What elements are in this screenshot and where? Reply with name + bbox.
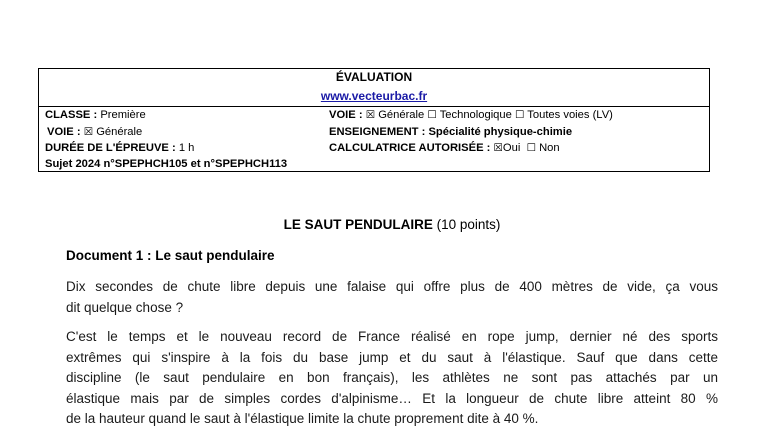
calc-yes: Oui [502,142,521,154]
duree-row [45,142,194,155]
header-divider [39,106,709,107]
paragraph-line: Dix secondes de chute libre depuis une falaise qui offre plus de 400 mètres de vide, ça vous [66,279,718,294]
paragraph-2 [66,327,718,430]
enseignement-label: ENSEIGNEMENT : [329,126,426,138]
classe-label: CLASSE : [45,109,98,121]
website-link[interactable]: www.vecteurbac.fr [320,89,428,103]
voie-option-toutes: Toutes voies (LV) [527,109,613,121]
voie-label: VOIE : [47,126,81,138]
voie-row-right [329,109,613,122]
paragraph-line: dit quelque chose ? [66,299,184,315]
unchecked-box-icon: ☐ [427,109,437,121]
voie-row-left [47,126,142,139]
voie-value: Générale [96,126,143,138]
checked-box-icon: ☒ [83,126,94,138]
enseignement-row [329,126,572,139]
voie-option-technologique: Technologique [439,109,512,121]
classe-row [45,109,146,122]
section-title [0,217,784,232]
classe-value: Première [100,109,146,121]
document-heading [66,248,275,263]
evaluation-title: ÉVALUATION [335,70,413,84]
paragraph-line: de la hauteur quand le saut à l'élastique limite la chute proprement dite à 40 %. [66,411,539,426]
paragraph-line: C'est le temps et le nouveau record de France réalisé en rope jump, dernier né des sports [66,329,718,344]
duree-label: DURÉE DE L'ÉPREUVE : [45,142,176,154]
voie-option-generale: Générale [378,109,425,121]
document-title: Le saut pendulaire [155,248,275,263]
document-label: Document 1 : [66,248,152,263]
duree-value: 1 h [178,142,195,154]
section-points: (10 points) [436,217,501,232]
paragraph-line: discipline (le saut pendulaire en bon français), les athlètes ne sont pas attachés par un [66,370,718,385]
section-title-text: LE SAUT PENDULAIRE [283,217,433,232]
exam-header-box [38,68,710,172]
unchecked-box-icon: ☐ [514,109,525,121]
calculatrice-label: CALCULATRICE AUTORISÉE : [329,142,491,154]
calculatrice-row [329,142,560,155]
voie-right-label: VOIE : [329,109,363,121]
calc-no: Non [539,142,560,154]
paragraph-line: extrêmes qui s'inspire à la fois du base jump et du saut à l'élastique. Sauf que dans cette [66,349,718,365]
unchecked-box-icon: ☐ [526,142,536,154]
checked-box-icon: ☒ [365,109,376,121]
paragraph-1 [66,277,718,318]
website-link-wrapper [39,89,709,103]
checked-box-icon: ☒ [493,142,503,154]
sujet-text: Sujet 2024 n°SPEPHCH105 et n°SPEPHCH113 [45,158,288,170]
sujet-row [45,158,287,171]
enseignement-value: Spécialité physique-chimie [428,126,573,138]
paragraph-line: élastique mais par de simples cordes d'alpinisme… Et la longueur de chute libre atteint 80 % [66,390,718,406]
